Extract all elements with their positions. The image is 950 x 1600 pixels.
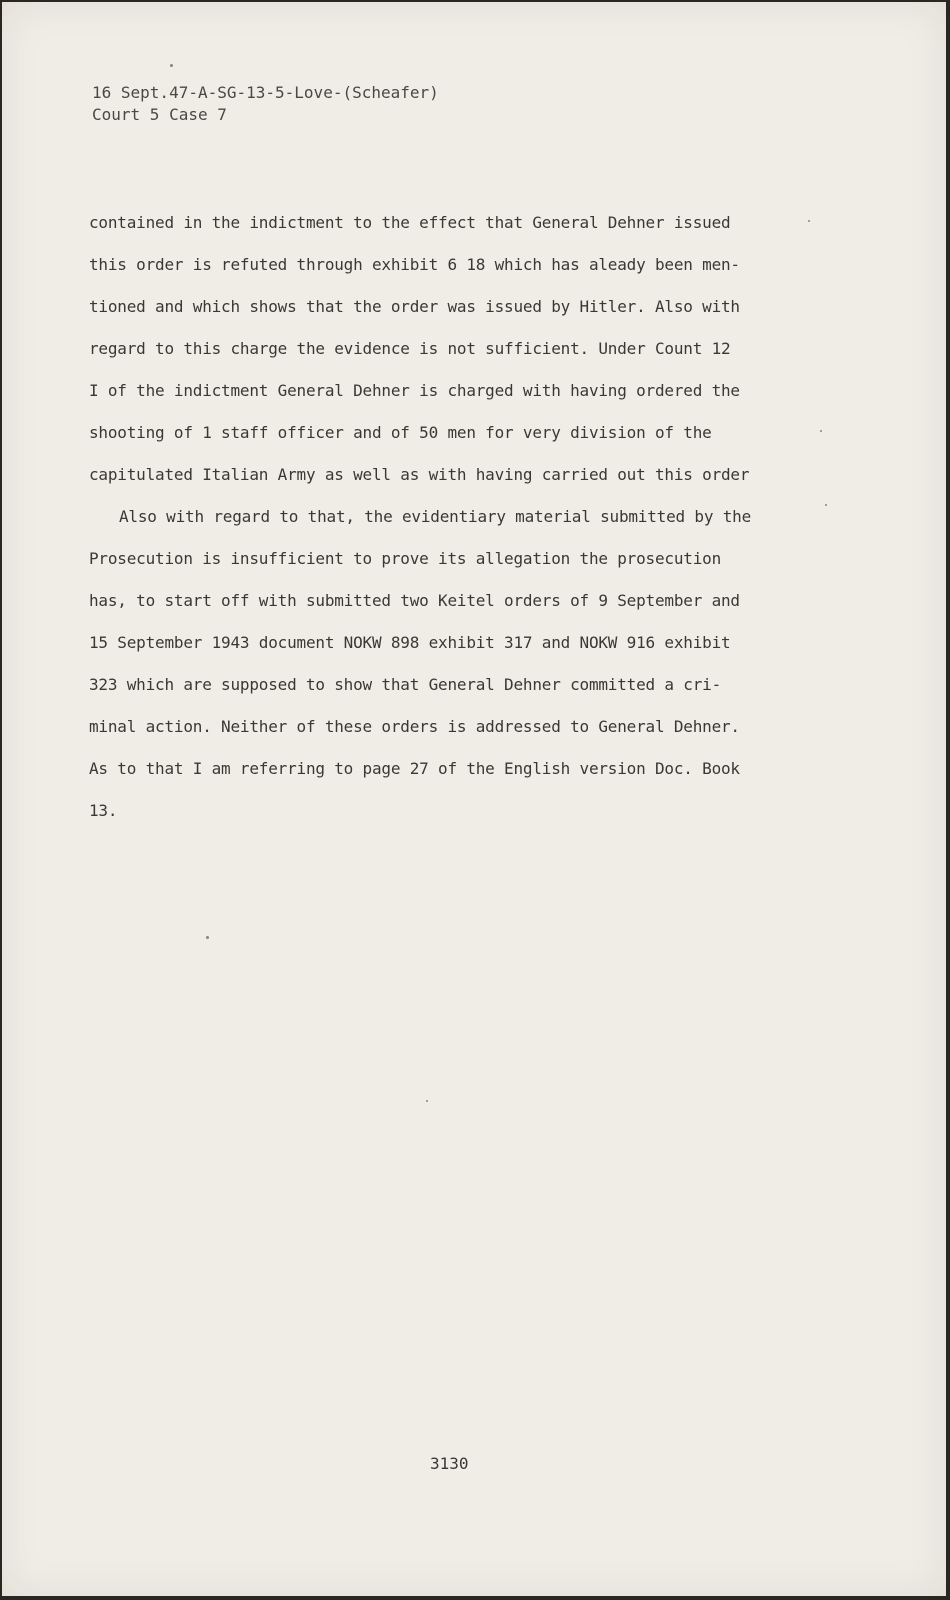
document-body [89,202,829,832]
text-line: 13. [89,801,118,820]
page-number: 3130 [430,1454,469,1473]
text-line: capitulated Italian Army as well as with having carried out this order [89,465,750,484]
text-line-paragraph-start: Also with regard to that, the evidentiary material submitted by the [119,507,751,526]
paper-speck [808,220,810,222]
document-page [2,2,946,1596]
text-line: regard to this charge the evidence is not sufficient. Under Count 12 [89,339,731,358]
text-line: 323 which are supposed to show that General Dehner committed a cri- [89,675,721,694]
text-line: As to that I am referring to page 27 of the English version Doc. Book [89,759,740,778]
text-line: shooting of 1 staff officer and of 50 men for very division of the [89,423,712,442]
paper-speck [170,64,173,67]
document-header [92,82,439,126]
text-line: Prosecution is insufficient to prove its allegation the prosecution [89,549,721,568]
paper-speck [206,936,209,939]
text-line: contained in the indictment to the effect that General Dehner issued [89,213,731,232]
text-line: minal action. Neither of these orders is addressed to General Dehner. [89,717,740,736]
paper-speck [426,1100,428,1102]
text-line: 15 September 1943 document NOKW 898 exhibit 317 and NOKW 916 exhibit [89,633,731,652]
text-line: has, to start off with submitted two Keitel orders of 9 September and [89,591,740,610]
header-court-case: Court 5 Case 7 [92,105,227,124]
header-reference: 16 Sept.47-A-SG-13-5-Love-(Scheafer) [92,83,439,102]
paper-speck [825,504,827,506]
text-line: this order is refuted through exhibit 6 18 which has aleady been men- [89,255,740,274]
paper-speck [820,430,822,432]
text-line: I of the indictment General Dehner is charged with having ordered the [89,381,740,400]
text-line: tioned and which shows that the order was issued by Hitler. Also with [89,297,740,316]
